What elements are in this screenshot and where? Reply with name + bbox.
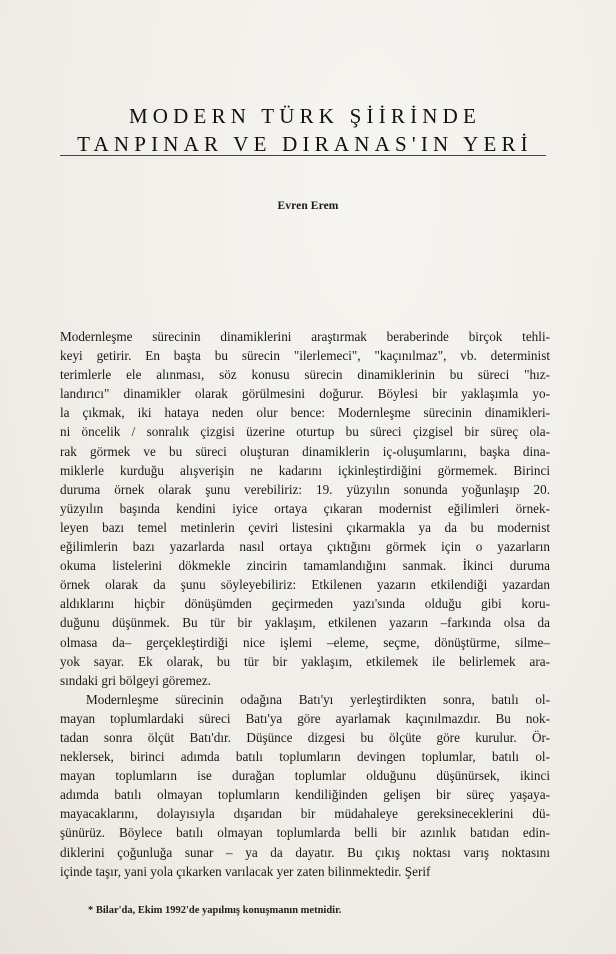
title-line-1: MODERN TÜRK ŞİİRİNDE (128, 104, 482, 128)
text-line: olmasa da– gerçekleştirdiği nice işlemi –eleme, seçme, dönüştürme, silme– (60, 634, 550, 650)
text-line: içinde taşır, yani yola çıkarken varılacak yer zaten bilinmektedir. Şerif (60, 863, 431, 879)
article-body (60, 327, 550, 881)
text-line: neklersek, birinci adımda batılı toplumların devingen toplumlar, batılı ol- (60, 749, 550, 765)
text-line: aldıklarını hiçbir dönüşümden geçirmeden yazı'sında olduğu gibi koru- (60, 596, 550, 612)
text-line: yok sayar. Ek olarak, bu tür bir yaklaşım, etkilemek ile belirlemek ara- (60, 653, 550, 669)
text-line: tadan sonra ölçüt Batı'dır. Düşünce dizgesi bu ölçüte göre kurulur. Ör- (60, 729, 550, 745)
text-line: rak görmek ve bu süreci oluşturan dinamiklerin iç-oluşumlarını, başka dina- (60, 443, 550, 459)
text-line: leyen bazı temel metinlerin çeviri listesini çıkarmakla ya da bu modernist (60, 519, 550, 535)
text-line: yüzyılın başında kendini iyice ortaya çıkaran modernist eğilimleri örnek- (60, 500, 550, 516)
text-line: miklerle kurduğu alışverişin ne kadarını içkinleştirdiğini görmemek. Birinci (60, 462, 550, 478)
text-line: mayacaklarını, dolayısıyla dışarıdan bir müdahaleye gereksineceklerini dü- (60, 806, 550, 822)
paragraph-1 (60, 327, 550, 690)
text-line: Modernleşme sürecinin odağına Batı'yı yerleştirdikten sonra, batılı ol- (86, 691, 550, 707)
text-line: adımda batılı olmayan toplumların kendiliğinden gelişen bir süreç yaşaya- (60, 787, 550, 803)
title-line-2: TANPINAR VE DIRANAS'IN YERİ (77, 132, 533, 156)
text-line: Modernleşme sürecinin dinamiklerini araştırmak beraberinde birçok tehli- (60, 329, 550, 344)
text-line: sındaki gri bölgeyi göremez. (60, 672, 211, 688)
article-title (60, 102, 550, 158)
text-line: la çıkmak, iki hataya neden olur bence: Modernleşme sürecinin dinamikleri- (60, 405, 550, 421)
text-line: terimlerle ele alınması, söz konusu sürecin dinamiklerinin bu süreci "hız- (60, 367, 550, 383)
text-line: duğunu düşünmek. Bu tür bir yaklaşım, etkilenen yazarın –farkında olsa da (60, 615, 550, 631)
text-line: mayan toplumların ise durağan toplumlar olduğunu düşünürsek, ikinci (60, 768, 550, 784)
text-line: örnek olarak da şunu söyleyebiliriz: Etkilenen yazarın etkilendiği yazardan (60, 577, 550, 593)
text-line: duruma örnek olarak şunu verebiliriz: 19. yüzyılın sonunda yoğunlaşıp 20. (60, 481, 550, 497)
text-line: okuma listelerini dökmekle zincirin tamamlandığını sanmak. İkinci duruma (60, 558, 550, 574)
paragraph-2 (60, 690, 550, 881)
text-line: eğilimlerin bazı yazarlarda nasıl ortaya çıktığını görmek için o yazarların (60, 539, 550, 555)
text-line: landırıcı" dinamikler olarak görülmesini doğurur. Böylesi bir yaklaşımla yo- (60, 386, 550, 402)
title-divider (60, 155, 546, 156)
text-line: diklerini çoğunluğa sunar – ya da dayatır. Bu çıkış noktası varış noktasını (60, 844, 550, 860)
text-line: keyi getirir. En başta bu sürecin "ilerlemeci", "kaçınılmaz", vb. determinist (60, 348, 550, 364)
text-line: şünürüz. Böylece batılı olmayan toplumlarda belli bir azınlık batıdan edin- (60, 825, 550, 841)
author-name: Evren Erem (277, 200, 339, 212)
text-line: mayan toplumlardaki süreci Batı'ya göre ayarlamak kaçınılmazdır. Bu nok- (60, 710, 550, 726)
text-line: ni öncelik / sonralık çizgisi üzerine oturtup bu süreci çizgisel bir süreç ola- (60, 424, 550, 440)
footnote: * Bilar'da, Ekim 1992'de yapılmış konuşmanın metnidir. (88, 905, 342, 916)
